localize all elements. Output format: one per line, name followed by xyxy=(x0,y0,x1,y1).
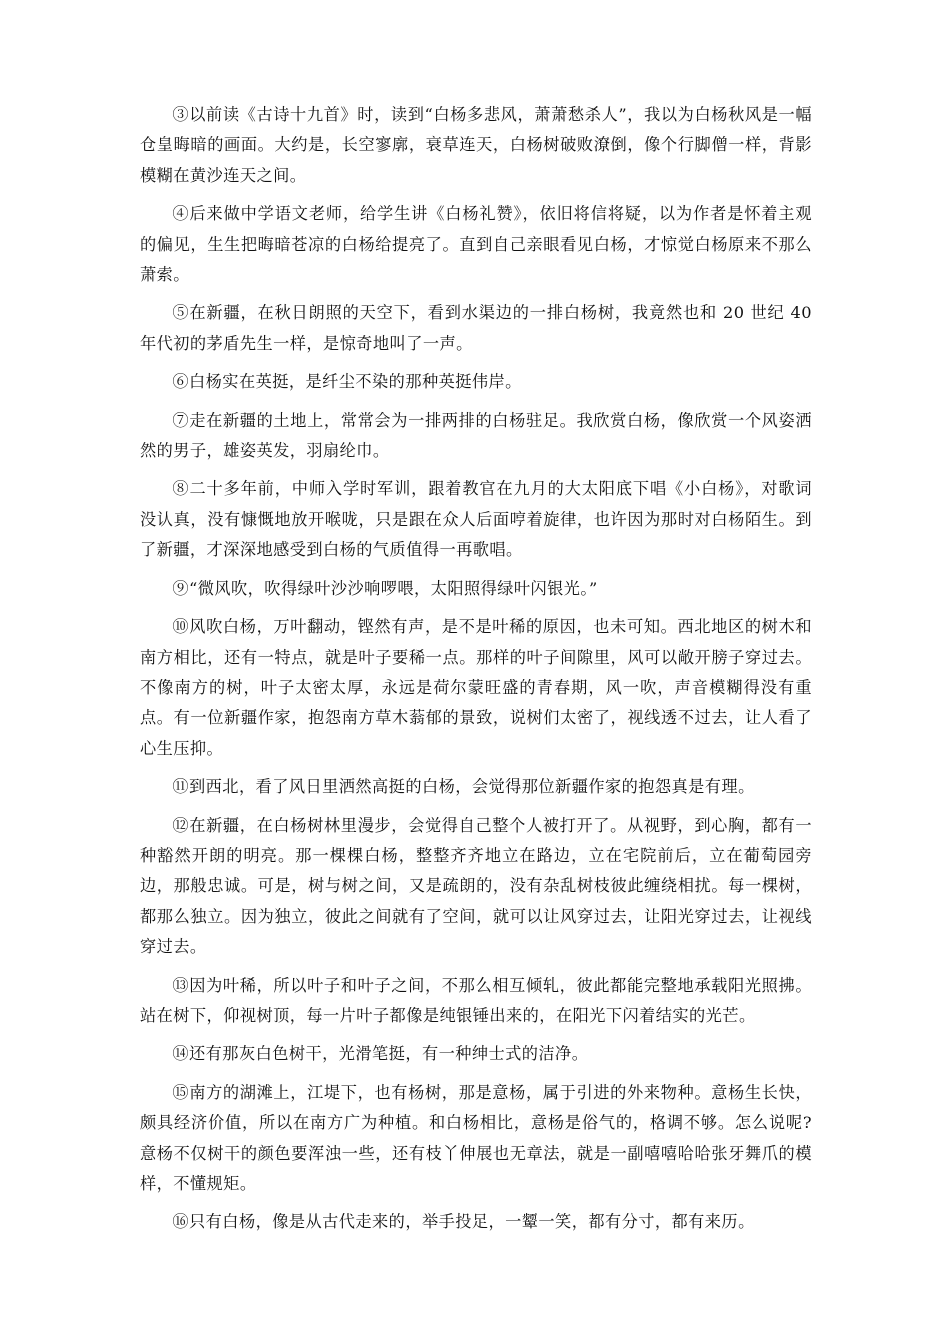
paragraph-7: ⑦走在新疆的土地上，常常会为一排两排的白杨驻足。我欣赏白杨，像欣赏一个风姿洒然的男子，雄姿英发，羽扇纶巾。 xyxy=(140,410,812,461)
paragraph-14: ⑭还有那灰白色树干，光滑笔挺，有一种绅士式的洁净。 xyxy=(172,1044,589,1064)
paragraph-12: ⑫在新疆，在白杨树林里漫步，会觉得自己整个人被打开了。从视野，到心胸，都有一种豁然开朗的明亮。那一棵棵白杨，整整齐齐地立在路边，立在宅院前后，立在葡萄园旁边，那般忠诚。可是，树与树之间，又是疏朗的，没有杂乱树枝彼此缠绕相扰。每一棵树，都那么独立。因为独立，彼此之间就有了空间，就可以让风穿过去，让阳光穿过去，让视线穿过去。 xyxy=(140,815,812,957)
paragraph-5: ⑤在新疆，在秋日朗照的天空下，看到水渠边的一排白杨树，我竟然也和 20 世纪 40 年代初的茅盾先生一样，是惊奇地叫了一声。 xyxy=(140,303,812,353)
document-page xyxy=(140,100,812,1246)
paragraph-13: ⑬因为叶稀，所以叶子和叶子之间，不那么相互倾轧，彼此都能完整地承载阳光照拂。站在树下，仰视树顶，每一片叶子都像是纯银锤出来的，在阳光下闪着结实的光芒。 xyxy=(140,975,812,1025)
paragraph-4: ④后来做中学语文老师，给学生讲《白杨礼赞》，依旧将信将疑，以为作者是怀着主观的偏见，生生把晦暗苍凉的白杨给提亮了。直到自己亲眼看见白杨，才惊觉白杨原来不那么萧索。 xyxy=(140,204,812,285)
paragraph-8: ⑧二十多年前，中师入学时军训，跟着教官在九月的大太阳底下唱《小白杨》，对歌词没认真，没有慷慨地放开喉咙，只是跟在众人后面哼着旋律，也许因为那时对白杨陌生。到了新疆，才深深地感受到白杨的气质值得一再歌唱。 xyxy=(140,479,812,560)
paragraph-3: ③以前读《古诗十九首》时，读到“白杨多悲风，萧萧愁杀人”，我以为白杨秋风是一幅仓皇晦暗的画面。大约是，长空寥廓，衰草连天，白杨树破败潦倒，像个行脚僧一样，背影模糊在黄沙连天之间。 xyxy=(140,105,812,185)
paragraph-15: ⑮南方的湖滩上，江堤下，也有杨树，那是意杨，属于引进的外来物种。意杨生长快，颇具经济价值，所以在南方广为种植。和白杨相比，意杨是俗气的，格调不够。怎么说呢?意杨不仅树干的颜色要浑浊一些，还有枝丫伸展也无章法，就是一副嘻嘻哈哈张牙舞爪的模样，不懂规矩。 xyxy=(140,1082,812,1193)
paragraph-11: ⑪到西北，看了风日里洒然高挺的白杨，会觉得那位新疆作家的抱怨真是有理。 xyxy=(172,777,755,797)
paragraph-10: ⑩风吹白杨，万叶翻动，铿然有声，是不是叶稀的原因，也未可知。西北地区的树木和南方相比，还有一特点，就是叶子要稀一点。那样的叶子间隙里，风可以敞开膀子穿过去。不像南方的树，叶子太密太厚，永远是荷尔蒙旺盛的青春期，风一吹，声音模糊得没有重点。有一位新疆作家，抱怨南方草木蓊郁的景致，说树们太密了，视线透不过去，让人看了心生压抑。 xyxy=(140,617,812,758)
paragraph-6: ⑥白杨实在英挺，是纤尘不染的那种英挺伟岸。 xyxy=(172,372,522,392)
paragraph-9: ⑨“微风吹，吹得绿叶沙沙响啰喂，太阳照得绿叶闪银光。” xyxy=(172,578,598,598)
paragraph-16: ⑯只有白杨，像是从古代走来的，举手投足，一颦一笑，都有分寸，都有来历。 xyxy=(172,1212,755,1232)
